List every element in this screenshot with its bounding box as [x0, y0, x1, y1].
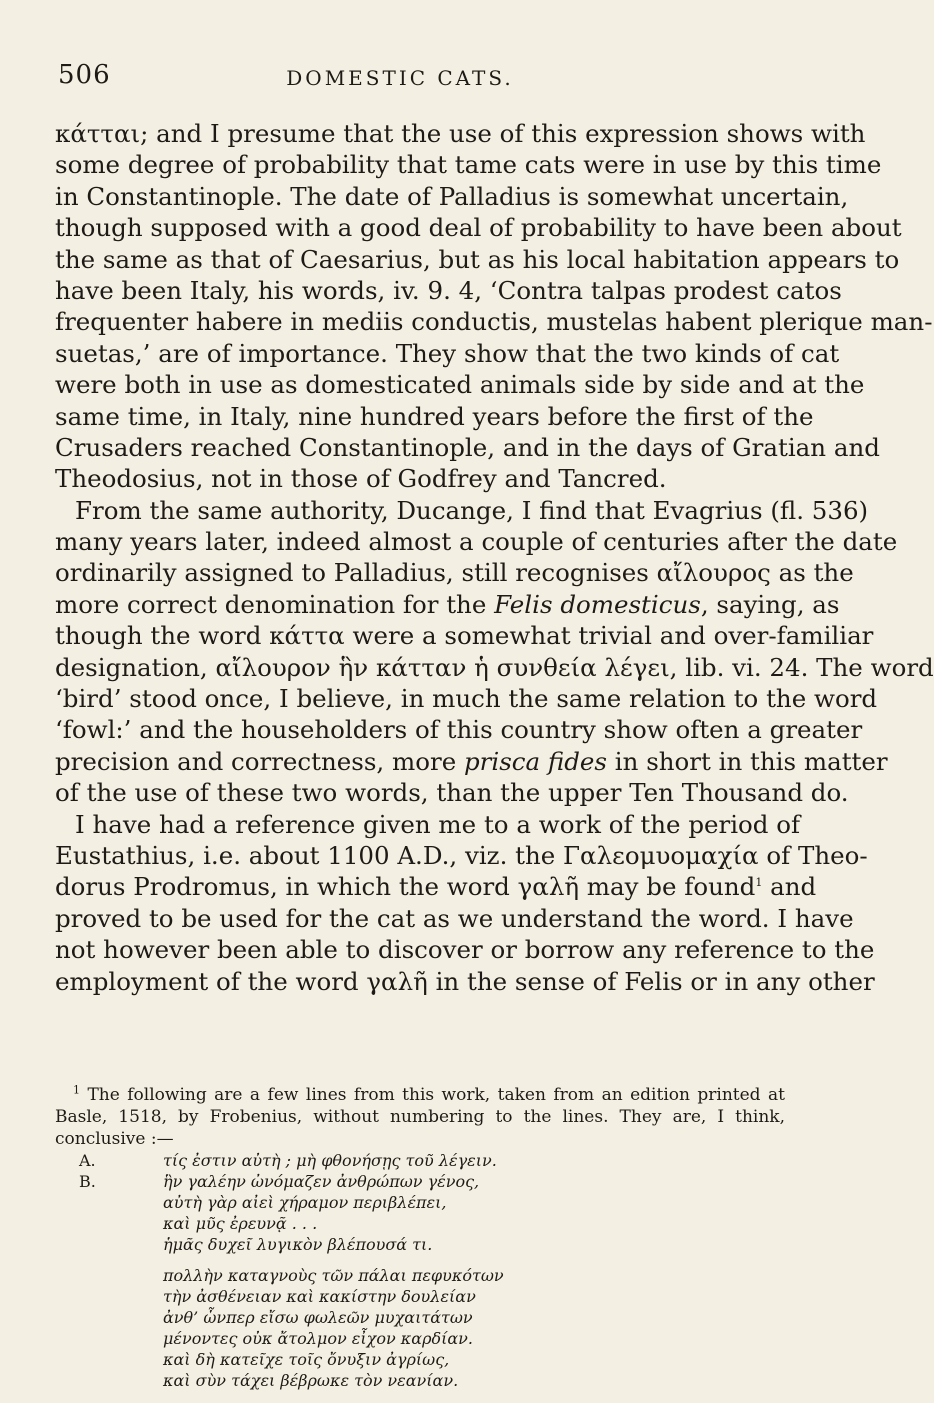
- verse-line: ἡμᾶς δυχεῖ λυγικὸν βλέπουσά τι.: [163, 1235, 433, 1254]
- line-text: , saying, as: [700, 589, 840, 619]
- text-line: employment of the word γαλῆ in the sense of Felis or in any other: [55, 966, 875, 996]
- verse-line: καὶ μῦς ἐρευνᾷ . . .: [163, 1214, 318, 1233]
- text-line: have been Italy, his words, iv. 9. 4, ‘Contra talpas prodest catos: [55, 275, 842, 305]
- text-line: I have had a reference given me to a work of the period of: [75, 809, 801, 839]
- verse-line: [55, 1171, 785, 1192]
- text-line: were both in use as domesticated animals side by side and at the: [55, 370, 865, 400]
- verse-line: τὴν ἀσθένειαν καὶ κακίστην δουλείαν: [163, 1287, 476, 1306]
- verse-line: πολλὴν καταγνοὺς τῶν πάλαι πεφυκότων: [163, 1266, 504, 1285]
- footnote-line: Basle, 1518, by Frobenius, without numbering to the lines. They are, I think,: [55, 1107, 785, 1127]
- footnote-line: conclusive :—: [55, 1129, 174, 1149]
- line-text: dorus Prodromus, in which the word γαλῆ may be found: [55, 872, 756, 902]
- text-line: [55, 589, 840, 620]
- text-line: κάτται; and I presume that the use of this expression shows with: [55, 119, 866, 148]
- text-line: proved to be used for the cat as we understand the word. I have: [55, 903, 854, 933]
- verse-line: αὐτὴ γὰρ αἰεὶ χήραμον περιβλέπει,: [163, 1193, 447, 1212]
- text-line: Eustathius, i.e. about 1100 A.D., viz. the Γαλεομυομαχία of Theo-: [55, 840, 868, 870]
- greek-verse-block: [55, 1150, 785, 1391]
- verse-speaker: B.: [79, 1172, 96, 1191]
- text-line: suetas,’ are of importance. They show that the two kinds of cat: [55, 338, 840, 368]
- verse-line: [55, 1150, 785, 1171]
- text-line: designation, αἴλουρον ἣν κάτταν ἡ συνθεία λέγει, lib. vi. 24. The word: [55, 652, 934, 682]
- running-title: DOMESTIC CATS.: [286, 66, 514, 90]
- text-line: ‘bird’ stood once, I believe, in much the same relation to the word: [55, 684, 878, 714]
- footnote-line: [55, 1084, 785, 1106]
- verse-line: μένοντες οὐκ ἄτολμον εἶχον καρδίαν.: [163, 1329, 473, 1348]
- footnote-marker: 1: [755, 876, 763, 890]
- text-line: though the word κάττα were a somewhat trivial and over-familiar: [55, 621, 874, 651]
- text-line: the same as that of Caesarius, but as his local habitation appears to: [55, 244, 900, 274]
- italic-term: prisca fides: [463, 746, 608, 776]
- footnote-marker: 1: [73, 1083, 80, 1097]
- text-line: same time, in Italy, nine hundred years before the first of the: [55, 401, 814, 431]
- text-line: Crusaders reached Constantinople, and in the days of Gratian and: [55, 432, 880, 462]
- text-line: Theodosius, not in those of Godfrey and Tancred.: [55, 464, 667, 494]
- text-line: many years later, indeed almost a couple of centuries after the date: [55, 527, 898, 557]
- text-line: not however been able to discover or borrow any reference to the: [55, 935, 875, 965]
- line-text: The following are a few lines from this work, taken from an edition printed at: [87, 1085, 785, 1105]
- text-line: [55, 871, 817, 902]
- page-number: 506: [58, 60, 111, 90]
- text-line: some degree of probability that tame cats were in use by this time: [55, 150, 882, 180]
- text-line: in Constantinople. The date of Palladius is somewhat uncertain,: [55, 181, 849, 211]
- line-text: precision and correctness, more: [55, 746, 464, 776]
- line-text: and: [762, 872, 817, 902]
- verse-text: ἣν γαλέην ὠνόμαζεν ἀνθρώπων γένος,: [163, 1172, 480, 1191]
- line-text: more correct denomination for the: [55, 589, 495, 619]
- line-text: in short in this matter: [607, 746, 888, 776]
- verse-speaker: A.: [79, 1151, 96, 1170]
- italic-term: Felis domesticus: [494, 589, 701, 619]
- text-line: frequenter habere in mediis conductis, mustelas habent plerique man-: [55, 307, 933, 337]
- text-line: From the same authority, Ducange, I find that Evagrius (fl. 536): [75, 495, 869, 525]
- text-line: though supposed with a good deal of probability to have been about: [55, 213, 902, 243]
- text-line: ‘fowl:’ and the householders of this country show often a greater: [55, 715, 863, 745]
- verse-text: τίς ἐστιν αὐτὴ ; μὴ φθονήσῃς τοῦ λέγειν.: [163, 1151, 497, 1170]
- footnote: [55, 1084, 785, 1391]
- text-line: ordinarily assigned to Palladius, still recognises αἴλουρος as the: [55, 558, 854, 588]
- verse-line: καὶ δὴ κατεῖχε τοῖς ὄνυξιν ἀγρίως,: [163, 1350, 450, 1369]
- text-line: [55, 746, 888, 777]
- verse-line: ἀνθ’ ὧνπερ εἴσω φωλεῶν μυχαιτάτων: [163, 1308, 473, 1327]
- text-line: of the use of these two words, than the upper Ten Thousand do.: [55, 778, 849, 808]
- verse-line: καὶ σὺν τάχει βέβρωκε τὸν νεανίαν.: [163, 1371, 459, 1390]
- body-text: [55, 118, 934, 997]
